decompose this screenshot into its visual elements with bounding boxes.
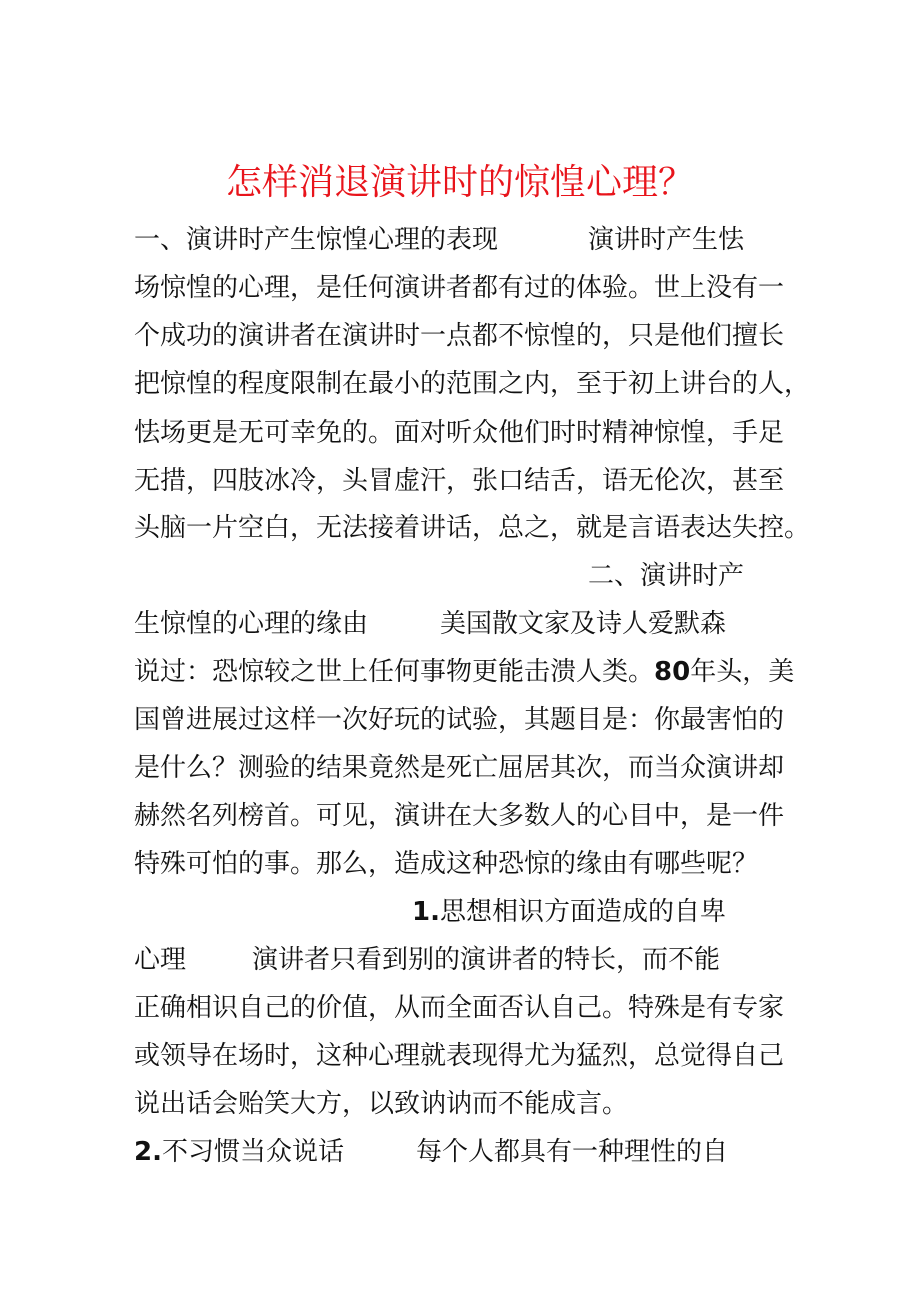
text-line: 说出话会贻笑大方，以致讷讷而不能成言。 bbox=[134, 1089, 629, 1119]
subsection-heading-1-cont: 心理 bbox=[134, 945, 187, 975]
text-line: 怯场更是无可幸免的。面对听众他们时时精神惊惶，手足 bbox=[134, 418, 785, 448]
text-line: 特殊可怕的事。那么，造成这种恐惊的缘由有哪些呢？ bbox=[134, 849, 759, 879]
section-heading-1: 一、演讲时产生惊惶心理的表现 bbox=[134, 225, 499, 255]
paragraph-text: 演讲时产生怯 bbox=[588, 225, 745, 255]
text-line bbox=[134, 222, 744, 258]
paragraph-text: 每个人都具有一种理性的自 bbox=[415, 1137, 728, 1167]
text-line: 无措，四肢冰冷，头冒虚汗，张口结舌，语无伦次，甚至 bbox=[134, 466, 785, 496]
text-line: 正确相识自己的价值，从而全面否认自己。特殊是有专家 bbox=[134, 993, 785, 1023]
section-heading-2: 二、演讲时产 bbox=[588, 561, 745, 591]
year-number: 80 bbox=[654, 657, 691, 687]
list-number: 1. bbox=[412, 897, 440, 927]
text-line: 说过：恐惊较之世上任何事物更能击溃人类。80年头，美 bbox=[134, 657, 795, 687]
text-line bbox=[134, 606, 726, 642]
paragraph-text: 美国散文家及诗人爱默森 bbox=[440, 609, 727, 639]
document-title: 怎样消退演讲时的惊惶心理？ bbox=[225, 162, 694, 203]
text-line: 头脑一片空白，无法接着讲话，总之，就是言语表达失控。 bbox=[134, 513, 811, 543]
text-line: 是什么？测验的结果竟然是死亡屈居其次，而当众演讲却 bbox=[134, 753, 785, 783]
text-line bbox=[134, 1134, 728, 1170]
text-line: 或领导在场时，这种心理就表现得尤为猛烈，总觉得自己 bbox=[134, 1041, 785, 1071]
text-line: 国曾进展过这样一次好玩的试验，其题目是：你最害怕的 bbox=[134, 705, 785, 735]
text-line bbox=[134, 942, 720, 978]
subsection-heading-1: 1.思想相识方面造成的自卑 bbox=[412, 897, 726, 927]
text-line: 把惊惶的程度限制在最小的范围之内，至于初上讲台的人， bbox=[134, 369, 811, 399]
section-heading-2-cont: 生惊惶的心理的缘由 bbox=[134, 609, 369, 639]
text-line: 个成功的演讲者在演讲时一点都不惊惶的，只是他们擅长 bbox=[134, 321, 785, 351]
text-line: 赫然名列榜首。可见，演讲在大多数人的心目中，是一件 bbox=[134, 801, 785, 831]
subsection-heading-2: 不习惯当众说话 bbox=[161, 1137, 344, 1167]
paragraph-text: 演讲者只看到别的演讲者的特长，而不能 bbox=[252, 945, 721, 975]
text-line: 场惊惶的心理，是任何演讲者都有过的体验。世上没有一 bbox=[134, 273, 785, 303]
list-number: 2. bbox=[134, 1137, 162, 1167]
